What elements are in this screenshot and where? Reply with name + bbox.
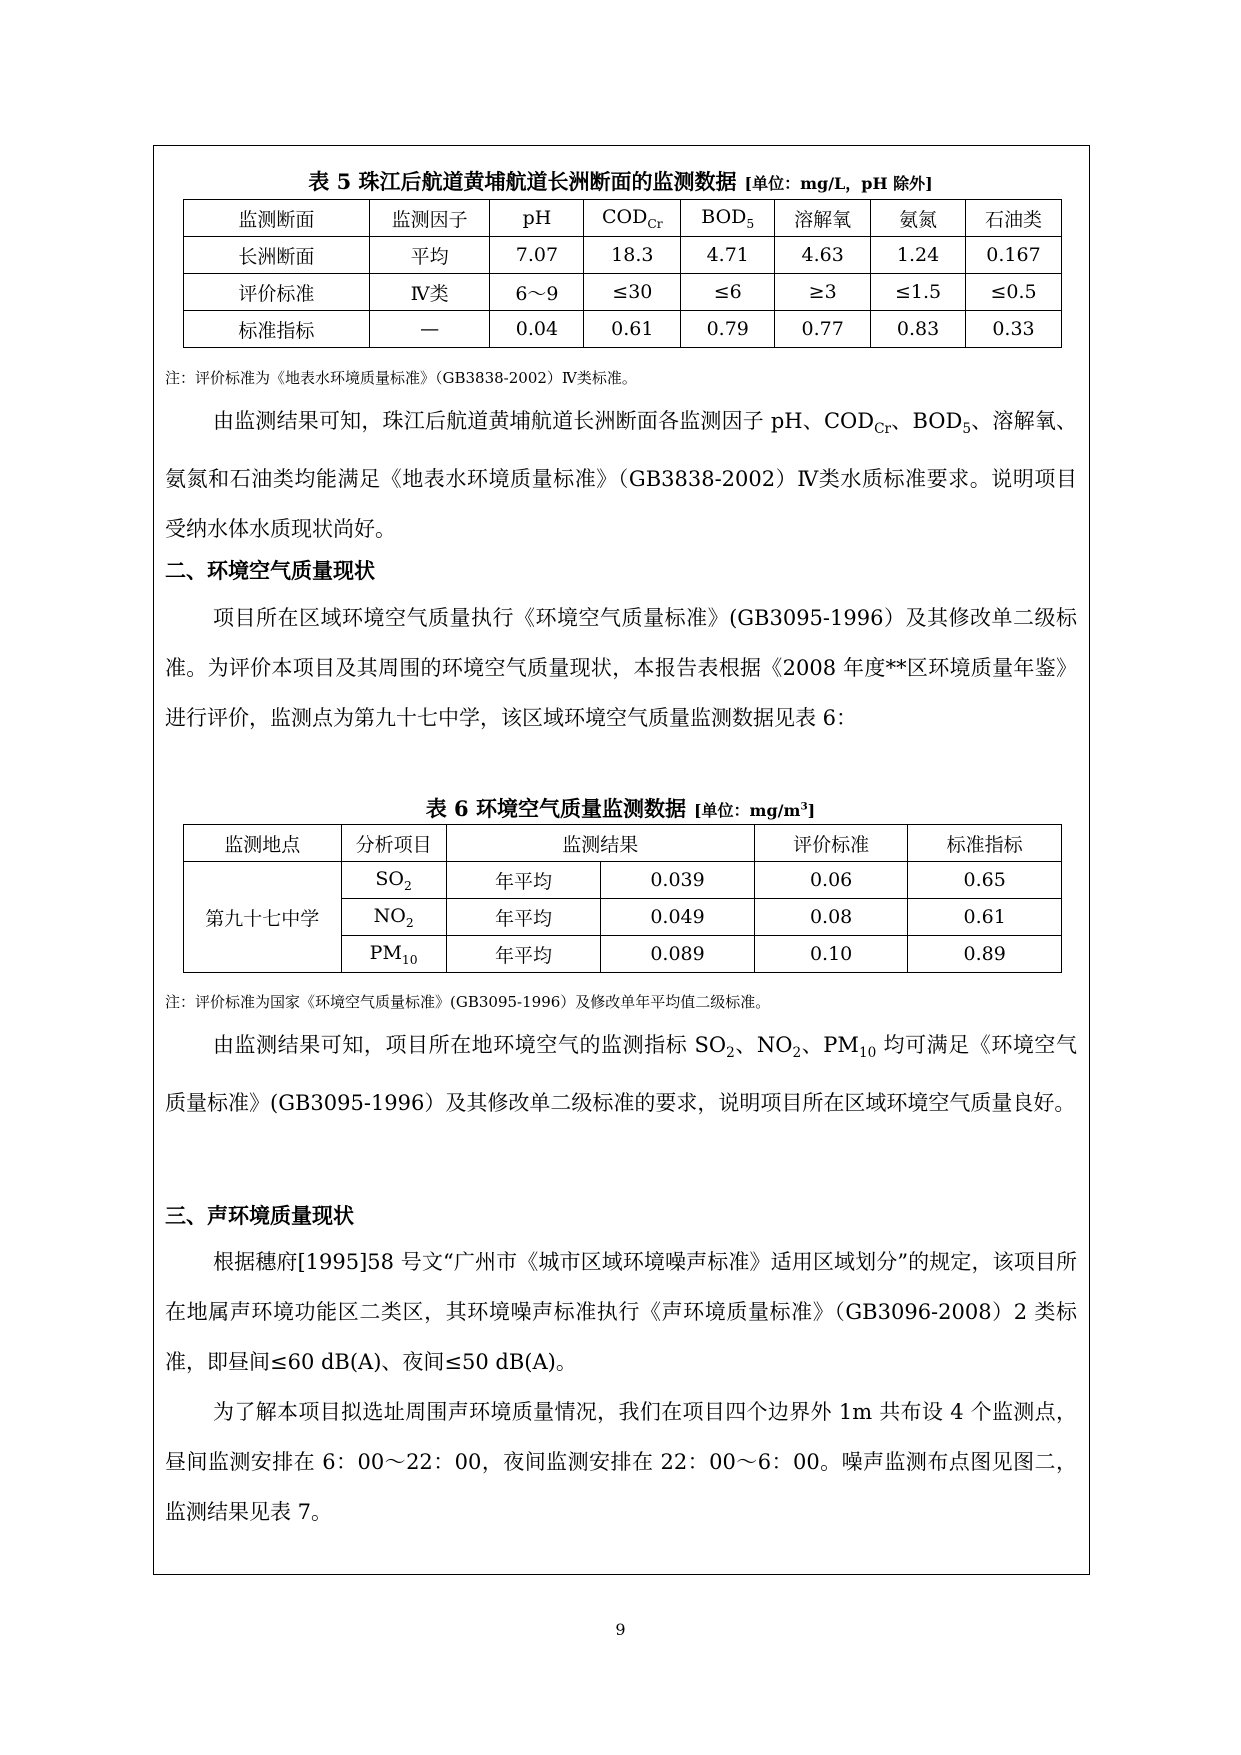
table6-standard: 0.06 bbox=[754, 862, 908, 899]
table6-header: 监测地点 bbox=[184, 825, 342, 862]
table6-header: 分析项目 bbox=[341, 825, 446, 862]
table6 bbox=[183, 824, 1062, 973]
table6-title: 表 6 环境空气质量监测数据 bbox=[425, 796, 686, 821]
table6-item: $SO_2$ bbox=[341, 862, 446, 899]
table6-period: 年平均 bbox=[446, 899, 601, 936]
table5-header: 监测因子 bbox=[369, 200, 490, 237]
table6-result: 0.089 bbox=[601, 936, 755, 973]
table5-cell: 0.77 bbox=[775, 311, 871, 348]
table6-standard: 0.10 bbox=[754, 936, 908, 973]
table5-cell: 4.71 bbox=[681, 237, 775, 274]
table6-header: 评价标准 bbox=[754, 825, 908, 862]
table5-header: 石油类 bbox=[966, 200, 1062, 237]
table5-cell: 0.167 bbox=[966, 237, 1062, 274]
paragraph-air-intro: 项目所在区域环境空气质量执行《环境空气质量标准》(GB3095-1996）及其修改单二级标准。为评价本项目及其周围的环境空气质量现状，本报告表根据《2008 年度**区环境质量年鉴》进行评价，监测点为第九十七中学，该区域环境空气质量监测数据见表 6： bbox=[165, 606, 1077, 730]
table6-header: 标准指标 bbox=[908, 825, 1062, 862]
table5-cell: 0.04 bbox=[490, 311, 584, 348]
table5-cell: ≤6 bbox=[681, 274, 775, 311]
table5-cell: 0.83 bbox=[871, 311, 966, 348]
table6-header-row bbox=[184, 825, 1062, 862]
table5-unit: [单位：mg/L，pH 除外] bbox=[744, 174, 933, 193]
table6-index: 0.65 bbox=[908, 862, 1062, 899]
table5-cell: — bbox=[369, 311, 490, 348]
table5-header-bod: $BOD_5$ bbox=[681, 200, 775, 237]
paragraph-air-result: 由监测结果可知，项目所在地环境空气的监测指标 $SO_2$、$NO_2$、$PM_{10}$ 均可满足《环境空气质量标准》(GB3095-1996）及其修改单二级标准的要求，说明项目所在区域环境空气质量良好。 bbox=[165, 1033, 1077, 1116]
table5-cell: 评价标准 bbox=[184, 274, 370, 311]
table5-cell: 1.24 bbox=[871, 237, 966, 274]
table5-cell: Ⅳ类 bbox=[369, 274, 490, 311]
table6-note: 注：评价标准为国家《环境空气质量标准》(GB3095-1996）及修改单年平均值二级标准。 bbox=[165, 993, 771, 1011]
section-heading-air: 二、环境空气质量现状 bbox=[165, 559, 375, 583]
table5-cell: 标准指标 bbox=[184, 311, 370, 348]
table5-cell: 长洲断面 bbox=[184, 237, 370, 274]
table5-header: 溶解氧 bbox=[775, 200, 871, 237]
table6-unit: [单位：$mg/m^3$] bbox=[693, 800, 816, 820]
table5-cell: ≤1.5 bbox=[871, 274, 966, 311]
paragraph-water-result: 由监测结果可知，珠江后航道黄埔航道长洲断面各监测因子 pH、$COD_{Cr}$、$BOD_5$、溶解氧、氨氮和石油类均能满足《地表水环境质量标准》（GB3838-2002）Ⅳ类水质标准要求。说明项目受纳水体水质现状尚好。 bbox=[165, 409, 1078, 542]
table6-index: 0.89 bbox=[908, 936, 1062, 973]
table5 bbox=[183, 199, 1062, 348]
section-heading-noise: 三、声环境质量现状 bbox=[165, 1204, 354, 1228]
table6-site: 第九十七中学 bbox=[184, 862, 342, 973]
paragraph-noise-monitoring: 为了解本项目拟选址周围声环境质量情况，我们在项目四个边界外 1m 共布设 4 个监测点，昼间监测安排在 6：00～22：00，夜间监测安排在 22：00～6：00。噪声监测布点图见图二，监测结果见表 7。 bbox=[165, 1400, 1077, 1524]
table5-cell: ≤30 bbox=[584, 274, 681, 311]
table5-cell: 6～9 bbox=[490, 274, 584, 311]
table6-result: 0.039 bbox=[601, 862, 755, 899]
table5-cell: 7.07 bbox=[490, 237, 584, 274]
table5-cell: 0.61 bbox=[584, 311, 681, 348]
table6-item: $PM_{10}$ bbox=[341, 936, 446, 973]
paragraph-noise-standard: 根据穗府[1995]58 号文“广州市《城市区域环境噪声标准》适用区域划分”的规定，该项目所在地属声环境功能区二类区，其环境噪声标准执行《声环境质量标准》（GB3096-2008）2 类标准，即昼间≤60 dB(A)、夜间≤50 dB(A)。 bbox=[165, 1250, 1077, 1374]
table5-header: 氨氮 bbox=[871, 200, 966, 237]
table5-row bbox=[184, 274, 1062, 311]
table5-cell: 0.79 bbox=[681, 311, 775, 348]
table5-header-cod: $COD_{Cr}$ bbox=[584, 200, 681, 237]
table6-period: 年平均 bbox=[446, 936, 601, 973]
table5-caption bbox=[0, 166, 1241, 196]
table5-cell: 0.33 bbox=[966, 311, 1062, 348]
table5-row bbox=[184, 237, 1062, 274]
table5-header: pH bbox=[490, 200, 584, 237]
table5-cell: 18.3 bbox=[584, 237, 681, 274]
table5-header-row bbox=[184, 200, 1062, 237]
table5-note: 注：评价标准为《地表水环境质量标准》（GB3838-2002）Ⅳ类标准。 bbox=[165, 369, 637, 387]
table5-header: 监测断面 bbox=[184, 200, 370, 237]
table5-cell: 4.63 bbox=[775, 237, 871, 274]
table6-row bbox=[184, 862, 1062, 899]
table5-cell: 平均 bbox=[369, 237, 490, 274]
table6-period: 年平均 bbox=[446, 862, 601, 899]
table6-result: 0.049 bbox=[601, 899, 755, 936]
table5-row bbox=[184, 311, 1062, 348]
page-number: 9 bbox=[615, 1620, 626, 1639]
table6-caption bbox=[0, 793, 1241, 823]
table5-title: 表 5 珠江后航道黄埔航道长洲断面的监测数据 bbox=[308, 169, 737, 194]
table5-cell: ≤0.5 bbox=[966, 274, 1062, 311]
table6-standard: 0.08 bbox=[754, 899, 908, 936]
table6-item: $NO_2$ bbox=[341, 899, 446, 936]
table6-header: 监测结果 bbox=[446, 825, 754, 862]
table6-index: 0.61 bbox=[908, 899, 1062, 936]
table5-cell: ≥3 bbox=[775, 274, 871, 311]
